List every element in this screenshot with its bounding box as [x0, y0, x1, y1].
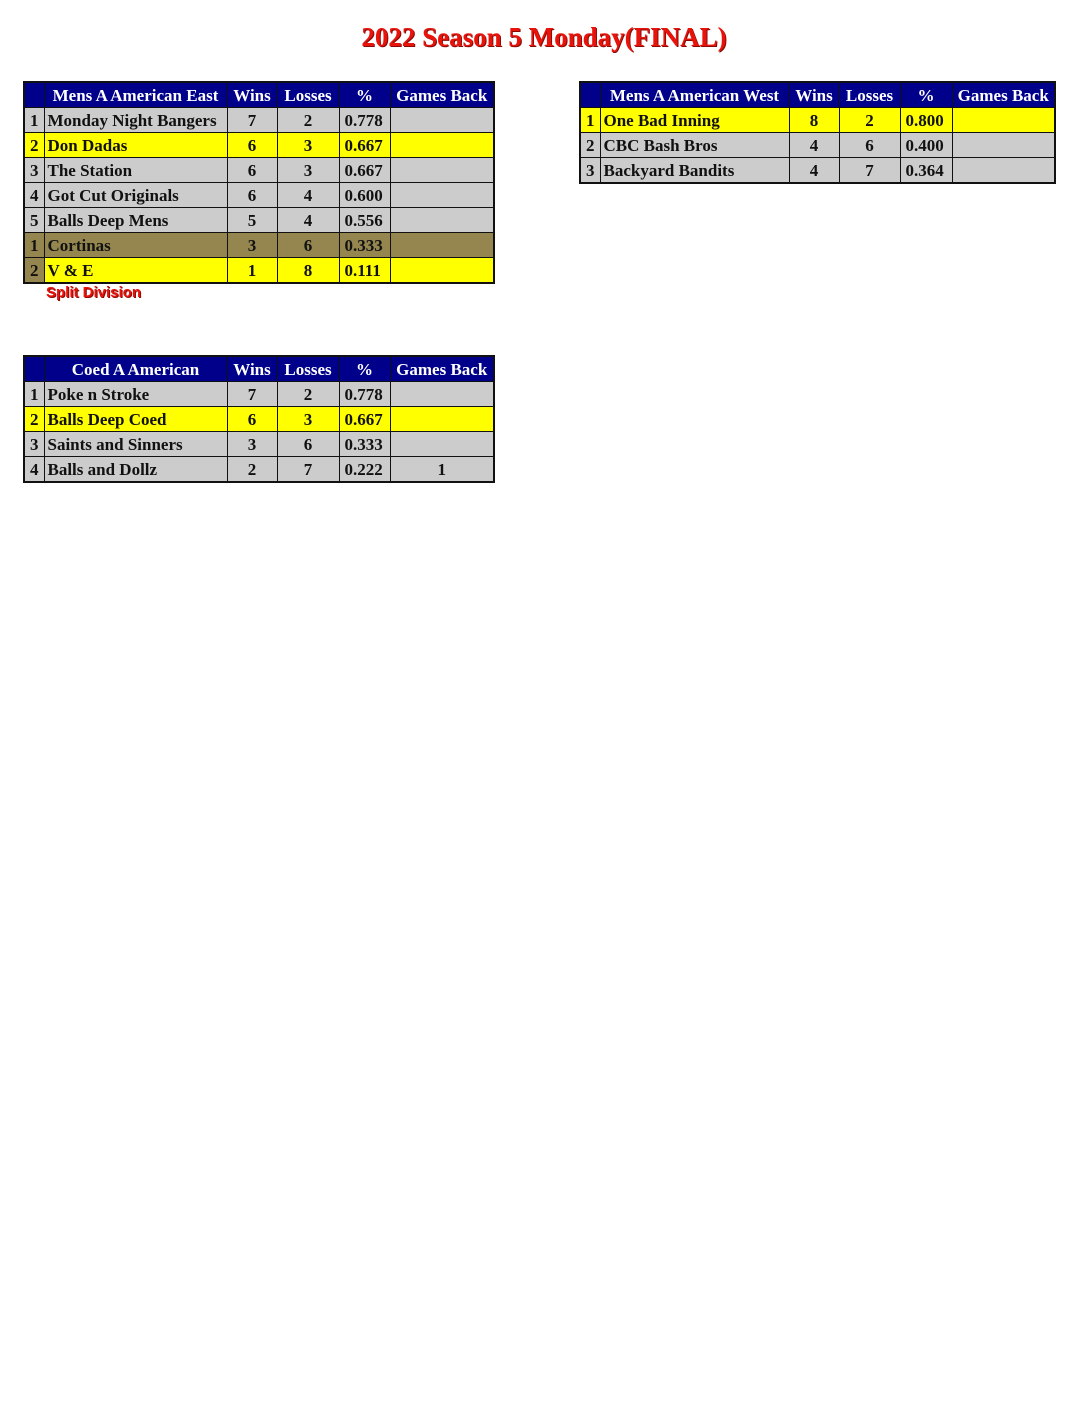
rank-cell: 4 — [24, 457, 44, 483]
losses-cell: 3 — [277, 158, 339, 183]
rank-cell: 4 — [24, 183, 44, 208]
header-losses: Losses — [277, 82, 339, 108]
pct-cell: 0.364 — [900, 158, 952, 184]
table-header-row — [24, 356, 494, 382]
header-pct: % — [339, 82, 390, 108]
wins-cell: 3 — [227, 233, 277, 258]
losses-cell: 7 — [839, 158, 900, 184]
team-cell: CBC Bash Bros — [600, 133, 789, 158]
header-losses: Losses — [839, 82, 900, 108]
games-back-cell — [390, 133, 494, 158]
standings-table-mens-a-american-east — [23, 81, 495, 284]
losses-cell: 6 — [277, 233, 339, 258]
standings-table-mens-a-american-west — [579, 81, 1056, 184]
losses-cell: 4 — [277, 208, 339, 233]
pct-cell: 0.400 — [900, 133, 952, 158]
pct-cell: 0.800 — [900, 108, 952, 133]
table-row — [24, 407, 494, 432]
losses-cell: 6 — [277, 432, 339, 457]
losses-cell: 2 — [277, 382, 339, 407]
table-row — [580, 108, 1055, 133]
table-row — [580, 158, 1055, 184]
games-back-cell — [390, 108, 494, 133]
table-row — [24, 457, 494, 483]
wins-cell: 8 — [789, 108, 839, 133]
header-division: Mens A American East — [44, 82, 227, 108]
pct-cell: 0.333 — [339, 432, 390, 457]
rank-cell: 2 — [24, 258, 44, 284]
table-row — [24, 183, 494, 208]
table-row — [24, 208, 494, 233]
team-cell: Poke n Stroke — [44, 382, 227, 407]
header-wins: Wins — [227, 356, 277, 382]
pct-cell: 0.600 — [339, 183, 390, 208]
team-cell: Balls Deep Coed — [44, 407, 227, 432]
rank-cell: 2 — [580, 133, 600, 158]
wins-cell: 5 — [227, 208, 277, 233]
pct-cell: 0.667 — [339, 158, 390, 183]
wins-cell: 1 — [227, 258, 277, 284]
table-row — [24, 382, 494, 407]
wins-cell: 6 — [227, 183, 277, 208]
games-back-cell — [390, 258, 494, 284]
team-cell: The Station — [44, 158, 227, 183]
games-back-cell — [390, 233, 494, 258]
wins-cell: 6 — [227, 133, 277, 158]
header-rank — [24, 356, 44, 382]
split-division-note: Split Division — [46, 284, 142, 301]
table-header-row — [24, 82, 494, 108]
pct-cell: 0.333 — [339, 233, 390, 258]
team-cell: Balls and Dollz — [44, 457, 227, 483]
standings-table-coed-a-american — [23, 355, 495, 483]
header-division: Coed A American — [44, 356, 227, 382]
header-losses: Losses — [277, 356, 339, 382]
team-cell: One Bad Inning — [600, 108, 789, 133]
team-cell: Cortinas — [44, 233, 227, 258]
games-back-cell — [390, 208, 494, 233]
losses-cell: 2 — [277, 108, 339, 133]
pct-cell: 0.667 — [339, 133, 390, 158]
header-rank — [580, 82, 600, 108]
wins-cell: 2 — [227, 457, 277, 483]
wins-cell: 6 — [227, 407, 277, 432]
rank-cell: 1 — [24, 233, 44, 258]
games-back-cell — [390, 382, 494, 407]
losses-cell: 6 — [839, 133, 900, 158]
team-cell: Got Cut Originals — [44, 183, 227, 208]
rank-cell: 1 — [24, 108, 44, 133]
wins-cell: 4 — [789, 133, 839, 158]
rank-cell: 3 — [24, 432, 44, 457]
losses-cell: 3 — [277, 133, 339, 158]
wins-cell: 3 — [227, 432, 277, 457]
table-row — [24, 432, 494, 457]
team-cell: Balls Deep Mens — [44, 208, 227, 233]
losses-cell: 7 — [277, 457, 339, 483]
table-row — [24, 133, 494, 158]
header-division: Mens A American West — [600, 82, 789, 108]
team-cell: Don Dadas — [44, 133, 227, 158]
header-rank — [24, 82, 44, 108]
table-row — [24, 108, 494, 133]
pct-cell: 0.556 — [339, 208, 390, 233]
rank-cell: 5 — [24, 208, 44, 233]
table-header-row — [580, 82, 1055, 108]
games-back-cell — [390, 183, 494, 208]
games-back-cell — [952, 133, 1055, 158]
team-cell: V & E — [44, 258, 227, 284]
header-pct: % — [900, 82, 952, 108]
team-cell: Saints and Sinners — [44, 432, 227, 457]
team-cell: Monday Night Bangers — [44, 108, 227, 133]
header-games-back: Games Back — [390, 82, 494, 108]
header-games-back: Games Back — [390, 356, 494, 382]
wins-cell: 7 — [227, 382, 277, 407]
header-wins: Wins — [227, 82, 277, 108]
games-back-cell — [952, 158, 1055, 184]
pct-cell: 0.778 — [339, 382, 390, 407]
losses-cell: 8 — [277, 258, 339, 284]
losses-cell: 2 — [839, 108, 900, 133]
rank-cell: 1 — [580, 108, 600, 133]
rank-cell: 2 — [24, 407, 44, 432]
table-row — [580, 133, 1055, 158]
rank-cell: 1 — [24, 382, 44, 407]
team-cell: Backyard Bandits — [600, 158, 789, 184]
wins-cell: 4 — [789, 158, 839, 184]
games-back-cell: 1 — [390, 457, 494, 483]
header-wins: Wins — [789, 82, 839, 108]
games-back-cell — [390, 407, 494, 432]
rank-cell: 3 — [24, 158, 44, 183]
table-row — [24, 233, 494, 258]
pct-cell: 0.667 — [339, 407, 390, 432]
games-back-cell — [390, 158, 494, 183]
losses-cell: 4 — [277, 183, 339, 208]
pct-cell: 0.778 — [339, 108, 390, 133]
pct-cell: 0.111 — [339, 258, 390, 284]
wins-cell: 6 — [227, 158, 277, 183]
header-games-back: Games Back — [952, 82, 1055, 108]
header-pct: % — [339, 356, 390, 382]
games-back-cell — [952, 108, 1055, 133]
table-row — [24, 158, 494, 183]
rank-cell: 2 — [24, 133, 44, 158]
wins-cell: 7 — [227, 108, 277, 133]
rank-cell: 3 — [580, 158, 600, 184]
pct-cell: 0.222 — [339, 457, 390, 483]
table-row — [24, 258, 494, 284]
games-back-cell — [390, 432, 494, 457]
losses-cell: 3 — [277, 407, 339, 432]
page-title: 2022 Season 5 Monday(FINAL) — [361, 22, 727, 52]
